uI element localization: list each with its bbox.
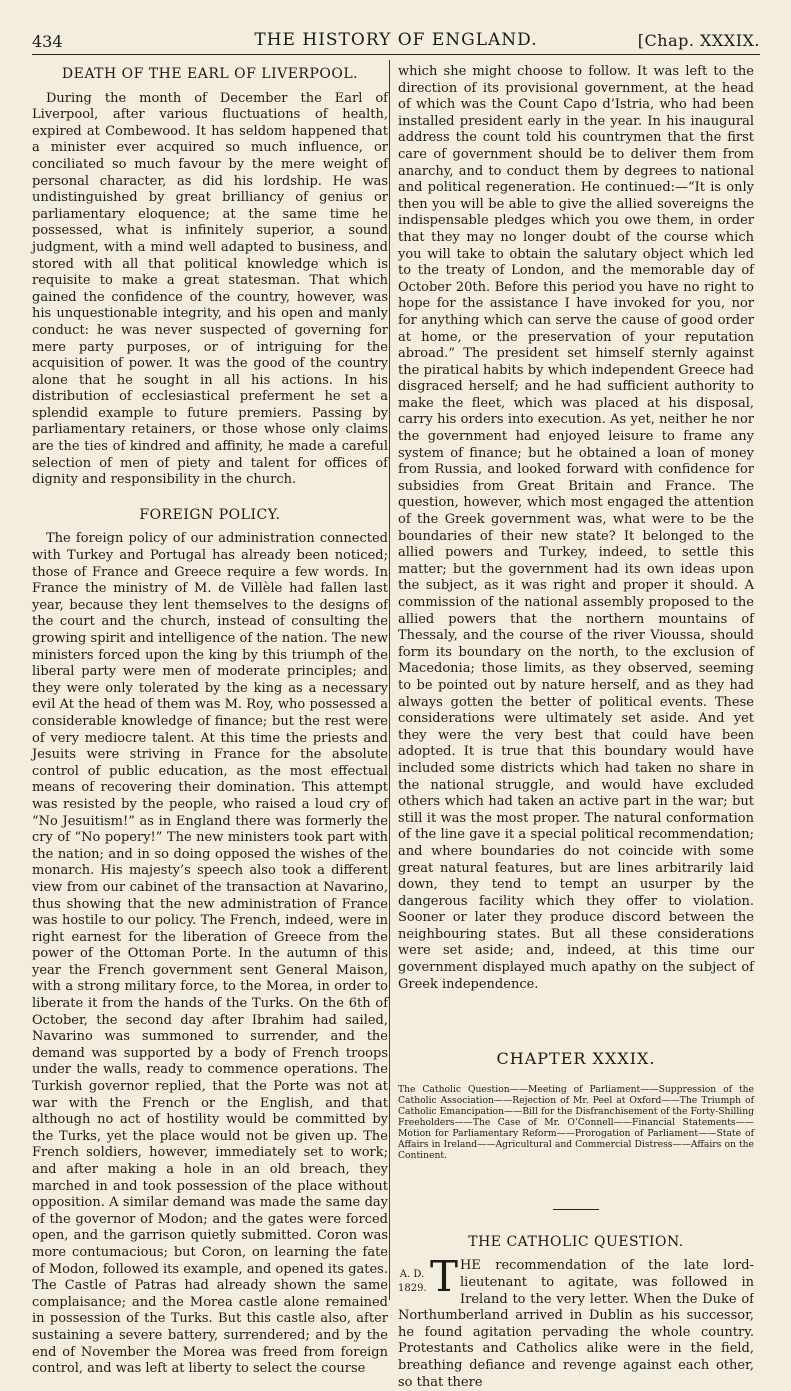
drop-cap: T bbox=[430, 1258, 459, 1302]
death-of-liverpool-heading: DEATH OF THE EARL OF LIVERPOOL. bbox=[61, 66, 359, 82]
running-title: THE HISTORY OF ENGLAND. bbox=[254, 30, 538, 50]
left-column bbox=[32, 64, 388, 1378]
catholic-question-paragraph: HE recommendation of the late lord-lieutenant to agitate, was followed in Ireland to the very letter. When the Duke of Northumberland arrived in Dublin as his successor, he found agitation pervading the whole country. Protestants and Catholics alike were in the field, breathing defiance and revenge against each other, so that there bbox=[398, 1258, 754, 1390]
catholic-question-heading: THE CATHOLIC QUESTION. bbox=[468, 1233, 684, 1250]
foreign-policy-paragraph: The foreign policy of our administration connected with Turkey and Portugal has already been noticed; those of France and Greece require a few words. In France the ministry of M. de Villèle had fallen last year, because they lent themselves to the designs of the court and the church, instead of consulting the growing spirit and intelligence of the nation. The new ministers forced upon the king by this triumph of the liberal party were men of moderate principles; and they were only tolerated by the king as a necessary evil At the head of them was M. Roy, who possessed a considerable knowledge of finance; but the rest were of very mediocre talent. At this time the priests and Jesuits were striving in France for the absolute control of public education, as the most effectual means of recovering their domination. This attempt was resisted by the people, who raised a loud cry of “No Jesuitism!” as in England there was formerly the cry of “No popery!” The new ministers took part with the nation; and in so doing opposed the wishes of the monarch. His majesty’s speech also took a different view from our cabinet of the transaction at Navarino, thus showing that the new administration of France was hostile to our policy. The French, indeed, were in right earnest for the liberation of Greece from the power of the Ottoman Porte. In the autumn of this year the French government sent General Maison, with a strong military force, to the Morea, in order to liberate it from the hands of the Turks. On the 6th of October, the second day after Ibrahim had sailed, Navarino was summoned to surrender, and the demand was supported by a body of French troops under the walls, ready to commence operations. The Turkish governor replied, that the Porte was not at war with the French or the English, and that although no act of hostility would be committed by the Turks, yet the place would not be given up. The French soldiers, however, immediately set to work; and after making a hole in an old breach, they marched in and took possession of the place without opposition. A similar demand was made the same day of the governor of Modon; and the gates were forced open, and the garrison quietly submitted. Coron was more contumacious; but Coron, on learning the fate of Modon, followed its example, and opened its gates. The Castle of Patras had already shown the same complaisance; and the Morea castle alone remained in possession of the Turks. But this castle also, after sustaining a severe battery, surrendered; and by the end of November the Morea was freed from foreign control, and was left at liberty to select the course bbox=[32, 531, 388, 1377]
death-of-liverpool-paragraph: During the month of December the Earl of Liverpool, after various fluctuations of health, expired at Combewood. It has seldom happened that a minister ever acquired so much influence, or conciliated so much favour by the mere weight of personal character, as did his lordship. He was undistinguished by great brilliancy of genius or parliamentary eloquence; at the same time he possessed, what is infinitely superior, a sound judgment, with a mind well adapted to business, and stored with all that political knowledge which is requisite to make a great statesman. That which gained the confidence of the country, however, was his unquestionable integrity, and his open and manly conduct: he was never suspected of governing for mere party purposes, or of intriguing for the acquisition of power. It was the good of the country alone that he sought in all his actions. In his distribution of ecclesiastical preferment he set a splendid example to future premiers. Passing by parliamentary retainers, or those whose only claims are the ties of kindred and affinity, he made a careful selection of men of piety and talent for offices of dignity and responsibility in the church. bbox=[32, 90, 388, 488]
chapter-reference: [Chap. XXXIX. bbox=[637, 31, 760, 50]
foreign-policy-heading: FOREIGN POLICY. bbox=[139, 506, 281, 523]
margin-year: 1829. bbox=[398, 1283, 427, 1295]
right-column bbox=[398, 64, 754, 1391]
margin-date bbox=[398, 1268, 426, 1296]
greece-continued-paragraph: which she might choose to follow. It was left to the direction of its provisional government, at the head of which was the Count Capo d’Istria, who had been installed president early in the year. In his inaugural address the count told his countrymen that the first care of government should be to deliver them from anarchy, and to conduct them by degrees to national and political regeneration. He continued:—“It is only then you will be able to give the allied sovereigns the indispensable pledges which you owe them, in order that they may no longer doubt of the course which you will take to obtain the salutary object which led to the treaty of London, and the memorable day of October 20th. Before this period you have no right to hope for the assistance I have invoked for you, nor for anything which can serve the cause of good order at home, or the preservation of your reputation abroad.” The president set himself sternly against the piratical habits by which independent Greece had disgraced herself; and he had sufficient authority to make the fleet, which was placed at his disposal, carry his orders into execution. As yet, neither he nor the government had enjoyed leisure to frame any system of finance; but he obtained a loan of money from Russia, and looked forward with confidence for subsidies from Great Britain and France. The question, however, which most engaged the attention of the Greek government was, what were to be the boundaries of their new state? It belonged to the allied powers and Turkey, indeed, to settle this matter; but the government had its own ideas upon the subject, as it was right and proper it should. A commission of the national assembly proposed to the allied powers that the northern mountains of Thessaly, and the course of the river Vioussa, should form its boundary on the north, to the exclusion of Macedonia; those limits, as they observed, seeming to be pointed out by nature herself, and as they had always gotten the better of political events. These considerations were ultimately set aside. And yet they were the very best that could have been adopted. It is true that this boundary would have included some districts which had taken no share in the national struggle, and would have excluded others which had taken an active part in the war; but still it was the most proper. The natural conformation of the line gave it a special political recommendation; and where boundaries do not coincide with some great natural features, but are lines arbitrarily laid down, they tend to tempt an usurper by the dangerous facility which they offer to violation. Sooner or later they produce discord between the neighbouring states. But all these considerations were set aside; and, indeed, at this time our government displayed much apathy on the subject of Greek independence. bbox=[398, 64, 754, 992]
chapter-title: CHAPTER XXXIX. bbox=[496, 1049, 656, 1069]
section-divider bbox=[553, 1209, 599, 1210]
column-divider bbox=[389, 60, 390, 1300]
margin-date-label: A. D. bbox=[399, 1269, 425, 1281]
running-header bbox=[32, 30, 760, 55]
catholic-question-section bbox=[398, 1258, 754, 1391]
page-number: 434 bbox=[32, 32, 63, 51]
chapter-summary: The Catholic Question——Meeting of Parliament——Suppression of the Catholic Association——Rejection of Mr. Peel at Oxford——The Triumph of Catholic Emancipation——Bill for the Disfranchisement of the Forty-Shilling Freeholders——The Case of Mr. O’Connell——Financial Statements——Motion for Parliamentary Reform——Prorogation of Parliament——State of Affairs in Ireland——Agricultural and Commercial Distress——Affairs on the Continent. bbox=[398, 1083, 754, 1161]
